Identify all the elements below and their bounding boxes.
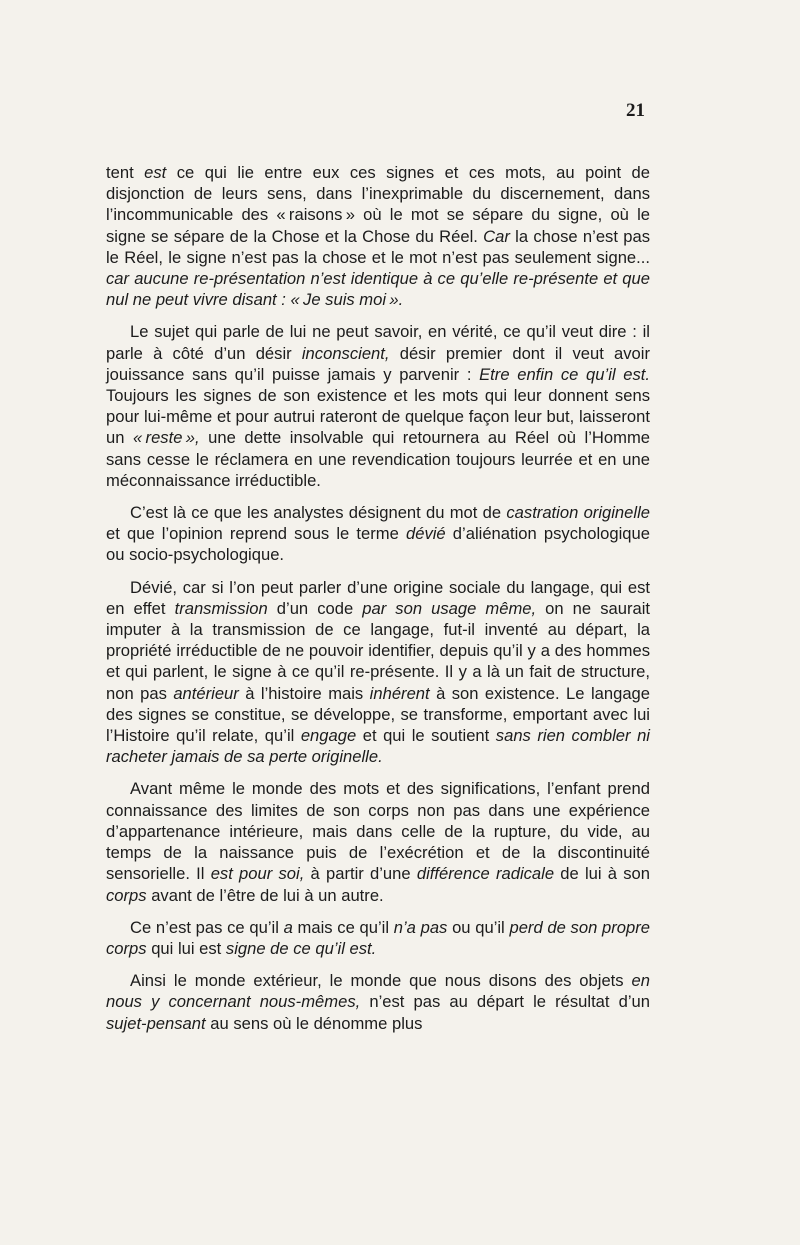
italic-text: corps: [106, 885, 147, 905]
italic-text: signe de ce qu’il est.: [225, 938, 377, 958]
italic-text: Car: [483, 226, 510, 246]
italic-text: est pour soi,: [210, 864, 305, 884]
text-run: d’aliénation psychologique ou socio-psychologique.: [106, 524, 650, 565]
body-text: [106, 162, 650, 1045]
italic-text: car aucune re-présentation n’est identique à ce qu’elle re-présente et que nul ne peut vivre disant : « Je suis moi ».: [106, 269, 650, 310]
italic-text: a: [283, 917, 293, 937]
italic-text: inconscient,: [301, 343, 390, 363]
paragraph-3: [106, 502, 650, 566]
text-run: ce qui lie entre eux ces signes et ces mots, au point de disjonction de leurs sens, dans l’inexprimable du discernement, dans l’incommunicable des « raisons » où le mot se sépare du signe, où le signe se sépare de la Chose et la Chose du Réel.: [106, 163, 650, 246]
text-run: d’un code: [267, 598, 363, 618]
paragraph-5: [106, 778, 650, 905]
text-run: à partir d’une: [304, 864, 417, 884]
text-run: ou qu’il: [447, 917, 510, 937]
text-run: Toujours les signes de son existence et les mots qui leur donnent sens pour lui-même et pour autrui rateront de quelque façon leur but, laisseront un: [106, 386, 650, 448]
text-run: tent: [106, 163, 145, 182]
text-run: Le sujet qui parle de lui ne peut savoir, en vérité, ce qu’il veut dire : il parle à côté d’un désir: [106, 322, 650, 363]
text-run: au sens où le dénomme plus: [205, 1013, 423, 1033]
text-run: Dévié, car si l’on peut parler d’une origine sociale du langage, qui est en effet: [106, 577, 650, 618]
text-run: Ce n’est pas ce qu’il: [130, 917, 284, 937]
italic-text: en nous y concernant nous-mêmes,: [106, 971, 650, 1012]
text-run: de lui à son: [554, 864, 651, 884]
text-run: et qui le soutient: [356, 726, 496, 746]
paragraph-2: [106, 321, 650, 491]
italic-text: engage: [300, 726, 357, 746]
text-run: la chose n’est pas le Réel, le signe n’est pas la chose et le mot n’est pas seulement signe...: [106, 226, 650, 267]
text-run: Avant même le monde des mots et des significations, l’enfant prend connaissance des limites de son corps non pas dans une expérience d’appartenance intérieure, mais dans celle de la rupture, du vide, au temps de la naissance puis de l’exécrétion et de la discontinuité sensorielle. Il: [106, 779, 650, 884]
paragraph-1: [106, 162, 650, 310]
italic-text: perd de son propre corps: [106, 917, 650, 958]
text-run: qui lui est: [146, 938, 226, 958]
paragraph-4: [106, 577, 650, 768]
text-run: C’est là ce que les analystes désignent du mot de: [130, 503, 507, 523]
italic-text: antérieur: [173, 683, 239, 703]
italic-text: castration originelle: [506, 503, 650, 523]
text-run: mais ce qu’il: [292, 917, 394, 937]
italic-text: Etre enfin ce qu’il est.: [479, 364, 650, 384]
text-run: n’est pas au départ le résultat d’un: [360, 992, 651, 1012]
italic-text: « reste »,: [133, 428, 200, 448]
italic-text: transmission: [174, 598, 268, 618]
text-run: désir premier dont il veut avoir jouissance sans qu’il puisse jamais y parvenir :: [106, 343, 650, 384]
italic-text: sans rien combler ni racheter jamais de sa perte originelle.: [106, 726, 650, 767]
italic-text: inhérent: [369, 683, 430, 703]
text-run: Ainsi le monde extérieur, le monde que nous disons des objets: [130, 971, 632, 991]
page-number: 21: [626, 100, 645, 121]
text-run: on ne saurait imputer à la transmission de ce langage, fut-il inventé au départ, la propriété irréductible de ne pouvoir identifier, depuis qu’il y a des hommes et qui parlent, le signe à ce qu’il re-présente. Il y a là un fait de structure, non pas: [106, 598, 651, 703]
paragraph-6: [106, 917, 650, 959]
italic-text: est: [144, 163, 167, 182]
text-run: à son existence. Le langage des signes se constitue, se développe, se transforme, emportant avec lui l’Histoire qu’il relate, qu’il: [106, 683, 651, 746]
italic-text: par son usage même,: [362, 598, 537, 618]
text-run: avant de l’être de lui à un autre.: [146, 885, 384, 905]
italic-text: n’a pas: [393, 917, 448, 937]
paragraph-7: [106, 970, 650, 1034]
text-run: une dette insolvable qui retournera au Réel où l’Homme sans cesse le réclamera en une revendication toujours leurrée et en une méconnaissance irréductible.: [106, 428, 650, 490]
italic-text: différence radicale: [416, 864, 555, 884]
italic-text: dévié: [405, 524, 446, 544]
text-run: à l’histoire mais: [238, 683, 370, 703]
italic-text: sujet-pensant: [106, 1013, 206, 1033]
text-run: et que l’opinion reprend sous le terme: [106, 524, 406, 544]
